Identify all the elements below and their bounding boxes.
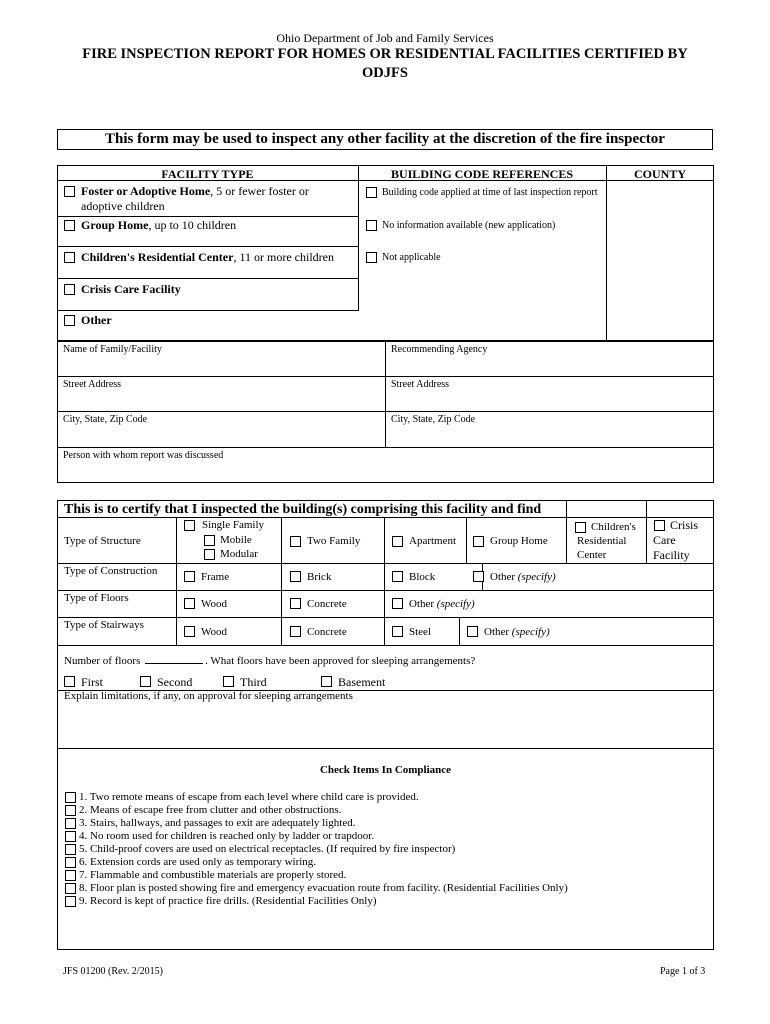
compliance-checkbox-6[interactable] [65,857,76,868]
two-family-label: Two Family [307,535,361,547]
compliance-checkbox-1[interactable] [65,792,76,803]
compliance-item-2: 2. Means of escape free from clutter and other obstructions. [79,804,342,816]
childrens-residential-label-2: Residential [577,535,627,547]
frame-label: Frame [201,571,230,583]
other-facility-checkbox[interactable] [64,315,75,326]
crisis-care-structure-label-2: Care [653,533,676,547]
number-of-floors-row: Number of floors . What floors have been approved for sleeping arrangements? [64,655,476,667]
compliance-item-8: 8. Floor plan is posted showing fire and emergency evacuation route from facility. (Residential Facilities Only) [79,882,568,894]
street-address-left-field[interactable]: Street Address [63,379,122,390]
childrens-residential-checkbox[interactable] [575,522,586,533]
floor-third-label: Third [240,675,267,689]
crisis-care-checkbox[interactable] [64,284,75,295]
page-number: Page 1 of 3 [660,966,706,977]
compliance-checkbox-8[interactable] [65,883,76,894]
col-county: COUNTY [633,167,686,181]
floor-second-label: Second [157,675,193,689]
person-discussed-field[interactable]: Person with whom report was discussed [63,450,224,461]
compliance-checkbox-5[interactable] [65,844,76,855]
stairs-other-checkbox[interactable] [467,626,478,637]
compliance-item-1: 1. Two remote means of escape from each level where child care is provided. [79,791,419,803]
type-of-floors-label: Type of Floors [64,592,129,604]
stairs-wood-checkbox[interactable] [184,626,195,637]
single-family-label: Single Family [202,519,265,531]
floors-concrete-label: Concrete [307,598,347,610]
type-of-construction-label: Type of Construction [64,565,158,577]
city-state-zip-left-field[interactable]: City, State, Zip Code [63,414,148,425]
childrens-residential-label-3: Center [577,549,607,561]
certify-heading: This is to certify that I inspected the building(s) comprising this facility and find [64,502,542,517]
floor-basement-label: Basement [338,675,386,689]
foster-home-checkbox[interactable] [64,186,75,197]
floors-wood-label: Wood [201,598,228,610]
modular-label: Modular [220,548,258,560]
agency-name: Ohio Department of Job and Family Services [276,31,494,45]
stairs-steel-checkbox[interactable] [392,626,403,637]
street-address-right-field[interactable]: Street Address [391,379,450,390]
code-last-inspection-checkbox[interactable] [366,187,377,198]
compliance-checkbox-4[interactable] [65,831,76,842]
group-home-structure-label: Group Home [490,535,548,547]
form-title-line1: FIRE INSPECTION REPORT FOR HOMES OR RESIDENTIAL FACILITIES CERTIFIED BY [82,46,688,62]
childrens-residential-label-1: Children's [591,521,636,533]
recommending-agency-field[interactable]: Recommending Agency [391,344,488,355]
single-family-checkbox[interactable] [184,520,195,531]
explain-limitations-label: Explain limitations, if any, on approval for sleeping arrangements [64,690,353,702]
code-not-applicable-label: Not applicable [382,252,441,263]
block-checkbox[interactable] [392,571,403,582]
crisis-care-structure-label-3: Facility [653,548,690,562]
code-last-inspection-label: Building code applied at time of last inspection report [382,187,598,198]
type-of-stairways-label: Type of Stairways [64,619,144,631]
group-home-label: Group Home, up to 10 children [81,218,237,232]
floors-wood-checkbox[interactable] [184,598,195,609]
childrens-center-label: Children's Residential Center, 11 or more children [81,250,334,264]
floor-third-checkbox[interactable] [223,676,234,687]
compliance-heading: Check Items In Compliance [319,764,452,776]
crisis-care-structure-checkbox[interactable] [654,520,665,531]
frame-checkbox[interactable] [184,571,195,582]
apartment-label: Apartment [409,535,457,547]
type-of-structure-label: Type of Structure [64,535,141,547]
childrens-center-checkbox[interactable] [64,252,75,263]
compliance-item-6: 6. Extension cords are used only as temporary wiring. [79,856,317,868]
stairs-steel-label: Steel [409,626,431,638]
group-home-checkbox[interactable] [64,220,75,231]
floors-other-label: Other (specify) [409,598,475,610]
code-not-applicable-checkbox[interactable] [366,252,377,263]
stairs-other-label: Other (specify) [484,626,550,638]
stairs-concrete-checkbox[interactable] [290,626,301,637]
compliance-item-5: 5. Child-proof covers are used on electrical receptacles. (If required by fire inspector) [79,843,456,855]
floors-other-checkbox[interactable] [392,598,403,609]
compliance-checkbox-2[interactable] [65,805,76,816]
compliance-checkbox-7[interactable] [65,870,76,881]
floors-concrete-checkbox[interactable] [290,598,301,609]
number-of-floors-input[interactable] [145,663,203,664]
foster-home-label: Foster or Adoptive Home, 5 or fewer foster or [81,184,309,198]
mobile-label: Mobile [220,534,252,546]
col-building-code: BUILDING CODE REFERENCES [390,167,574,181]
discretion-banner: This form may be used to inspect any other facility at the discretion of the fire inspector [105,131,665,147]
brick-checkbox[interactable] [290,571,301,582]
code-no-info-label: No information available (new application) [382,220,556,231]
floor-first-label: First [81,675,104,689]
compliance-item-4: 4. No room used for children is reached only by ladder or trapdoor. [79,830,375,842]
mobile-checkbox[interactable] [204,535,215,546]
col-facility-type: FACILITY TYPE [161,167,254,181]
form-number: JFS 01200 (Rev. 2/2015) [63,966,163,977]
block-label: Block [409,571,436,583]
compliance-item-7: 7. Flammable and combustible materials are properly stored. [79,869,347,881]
explain-limitations-area[interactable] [58,705,712,747]
modular-checkbox[interactable] [204,549,215,560]
compliance-checkbox-3[interactable] [65,818,76,829]
crisis-care-structure-label-1: Crisis [670,518,699,532]
apartment-checkbox[interactable] [392,536,403,547]
form-title-line2: ODJFS [362,65,408,81]
stairs-wood-label: Wood [201,626,228,638]
foster-home-label-line2: adoptive children [81,199,165,213]
floor-basement-checkbox[interactable] [321,676,332,687]
brick-label: Brick [307,571,332,583]
other-facility-label: Other [81,313,112,327]
construction-other-checkbox[interactable] [473,571,484,582]
name-facility-field[interactable]: Name of Family/Facility [63,344,162,355]
two-family-checkbox[interactable] [290,536,301,547]
construction-other-label: Other (specify) [490,571,556,583]
compliance-checkbox-9[interactable] [65,896,76,907]
crisis-care-label: Crisis Care Facility [81,282,181,296]
group-home-structure-checkbox[interactable] [473,536,484,547]
floor-second-checkbox[interactable] [140,676,151,687]
stairs-concrete-label: Concrete [307,626,347,638]
city-state-zip-right-field[interactable]: City, State, Zip Code [391,414,476,425]
code-no-info-checkbox[interactable] [366,220,377,231]
compliance-item-3: 3. Stairs, hallways, and passages to exit are adequately lighted. [79,817,356,829]
compliance-item-9: 9. Record is kept of practice fire drills. (Residential Facilities Only) [79,895,377,907]
floor-first-checkbox[interactable] [64,676,75,687]
